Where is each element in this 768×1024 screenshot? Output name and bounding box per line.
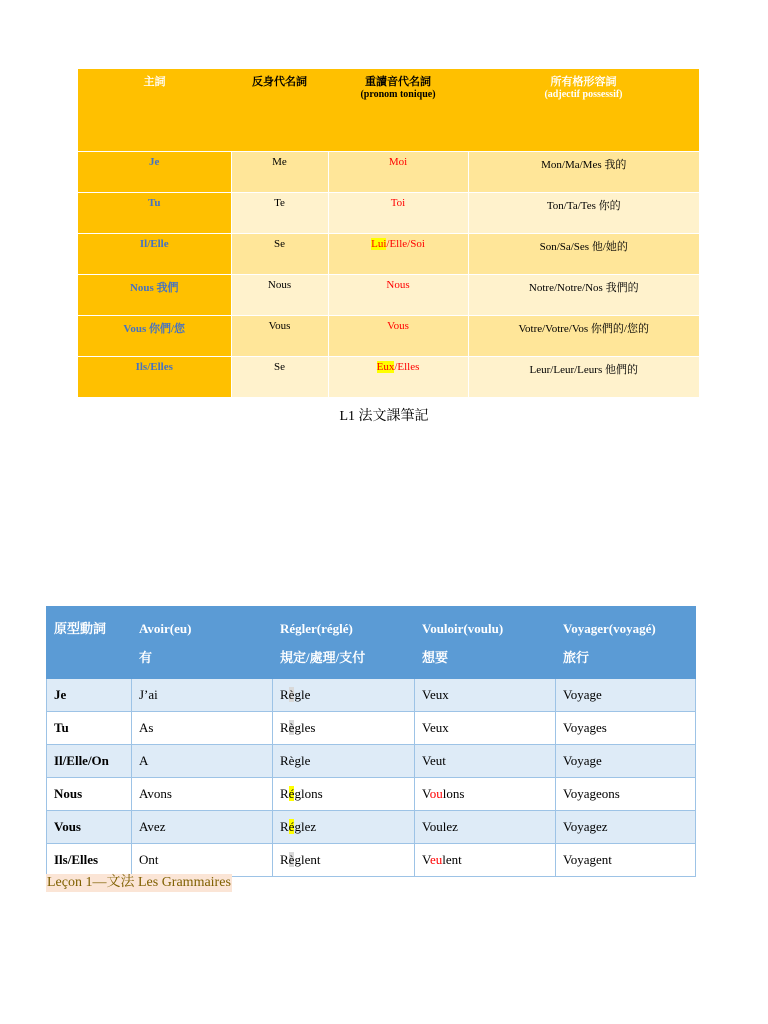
voyager-cell: Voyagez [556,811,696,844]
header-vouloir-meaning: 想要 [422,650,449,665]
reflexive-cell: Te [231,192,328,233]
voyager-cell: Voyage [556,679,696,712]
vouloir-ending: Veut [422,753,446,768]
tonic-cell: Nous [328,274,468,315]
vouloir-ending: Veux [422,687,449,702]
header-possessive [468,69,699,151]
header-subject-label: 主詞 [143,76,166,88]
regler-ending: gle [294,687,311,702]
regler-cell [273,712,415,745]
table-row [78,233,699,274]
subject-cell: Je [78,151,231,192]
tonic-cell: Moi [328,151,468,192]
tonic-cell: Vous [328,315,468,356]
voyager-cell: Voyagent [556,844,696,877]
avoir-cell: As [132,712,273,745]
header-voyager-meaning: 旅行 [563,650,590,665]
subject-cell: Il/Elle/On [47,745,132,778]
possessive-cell: Mon/Ma/Mes 我的 [468,151,699,192]
vouloir-ending: lons [442,786,465,801]
header-avoir [132,607,273,679]
table-row [47,778,696,811]
regler-accent: é [288,819,295,834]
subject-cell: Vous [47,811,132,844]
header-possessive-label: 所有格形容詞 [550,76,617,88]
conjugation-table-header [47,607,696,679]
regler-stem: R [280,753,289,768]
subject-cell: Tu [78,192,231,233]
regler-stem: R [280,687,289,702]
reflexive-cell: Se [231,356,328,397]
regler-accent: è [288,852,295,867]
reflexive-cell: Me [231,151,328,192]
table1-caption: L1 法文課筆記 [339,409,429,424]
subject-cell: Nous [47,778,132,811]
vouloir-stem: V [422,786,430,801]
header-avoir-meaning: 有 [139,650,153,665]
regler-accent: é [288,786,295,801]
tonic-highlight: Eux [376,360,395,373]
header-vouloir-label: Vouloir(voulu) [422,621,504,636]
reflexive-cell: Se [231,233,328,274]
table2-caption: Leçon 1—文法 Les Grammaires [47,875,231,890]
possessive-cell: Ton/Ta/Tes 你的 [468,192,699,233]
header-infinitive-label: 原型動詞 [54,621,107,636]
pronoun-table [78,69,699,397]
tonic-cell: Toi [328,192,468,233]
tonic-cell [328,356,468,397]
reflexive-cell: Vous [231,315,328,356]
avoir-cell: Avons [132,778,273,811]
tonic-cell [328,233,468,274]
vouloir-cell [415,679,556,712]
table-row [78,151,699,192]
header-tonic-sub: (pronom tonique) [360,89,436,100]
regler-cell [273,811,415,844]
vouloir-cell [415,844,556,877]
possessive-cell: Notre/Notre/Nos 我們的 [468,274,699,315]
vouloir-vowel: ou [429,786,443,801]
regler-stem: R [280,786,289,801]
header-tonic-label: 重讀音代名詞 [365,76,431,88]
voyager-cell: Voyages [556,712,696,745]
header-tonic [328,69,468,151]
table-row [78,356,699,397]
regler-cell [273,679,415,712]
avoir-cell: A [132,745,273,778]
vouloir-vowel: eu [429,852,443,867]
regler-accent: è [288,687,295,702]
regler-cell [273,778,415,811]
header-regler-label: Régler(réglé) [280,621,353,636]
regler-cell [273,745,415,778]
voyager-cell: Voyageons [556,778,696,811]
subject-cell: Il/Elle [78,233,231,274]
subject-cell: Ils/Elles [78,356,231,397]
table-row [47,811,696,844]
pronoun-table-header [78,69,699,151]
vouloir-cell [415,712,556,745]
regler-cell [273,844,415,877]
tonic-highlight: Lui [371,237,387,250]
tonic-rest: /Elle/Soi [386,237,425,250]
table-row [47,745,696,778]
avoir-cell: Ont [132,844,273,877]
possessive-cell: Votre/Votre/Vos 你們的/您的 [468,315,699,356]
header-regler [273,607,415,679]
vouloir-ending: Voulez [422,819,458,834]
header-regler-meaning: 規定/處理/支付 [280,650,366,665]
possessive-cell: Son/Sa/Ses 他/她的 [468,233,699,274]
regler-ending: glons [294,786,323,801]
tonic-rest: /Elles [394,360,420,373]
regler-accent: è [288,753,295,768]
regler-ending: gle [294,753,311,768]
header-vouloir [415,607,556,679]
conjugation-table [46,606,696,877]
regler-ending: glent [294,852,321,867]
regler-stem: R [280,720,289,735]
reflexive-cell: Nous [231,274,328,315]
regler-accent: è [288,720,295,735]
subject-cell: Ils/Elles [47,844,132,877]
table-row [78,315,699,356]
possessive-cell: Leur/Leur/Leurs 他們的 [468,356,699,397]
table-row [47,844,696,877]
table-row [78,274,699,315]
voyager-cell: Voyage [556,745,696,778]
header-voyager-label: Voyager(voyagé) [563,621,656,636]
avoir-cell: Avez [132,811,273,844]
vouloir-cell [415,745,556,778]
regler-stem: R [280,819,289,834]
vouloir-cell [415,778,556,811]
vouloir-ending: lent [442,852,462,867]
header-subject [78,69,231,151]
regler-ending: glez [294,819,317,834]
vouloir-stem: V [422,852,430,867]
subject-cell: Vous 你們/您 [78,315,231,356]
subject-cell: Nous 我們 [78,274,231,315]
subject-cell: Je [47,679,132,712]
header-infinitive [47,607,132,679]
subject-cell: Tu [47,712,132,745]
header-avoir-label: Avoir(eu) [139,621,192,636]
table-row [78,192,699,233]
header-possessive-sub: (adjectif possessif) [544,89,623,100]
regler-ending: gles [294,720,316,735]
header-reflexive-label: 反身代名詞 [252,76,307,88]
table-row [47,712,696,745]
table-row [47,679,696,712]
header-voyager [556,607,696,679]
vouloir-ending: Veux [422,720,449,735]
header-reflexive [231,69,328,151]
avoir-cell: J’ai [132,679,273,712]
regler-stem: R [280,852,289,867]
vouloir-cell [415,811,556,844]
